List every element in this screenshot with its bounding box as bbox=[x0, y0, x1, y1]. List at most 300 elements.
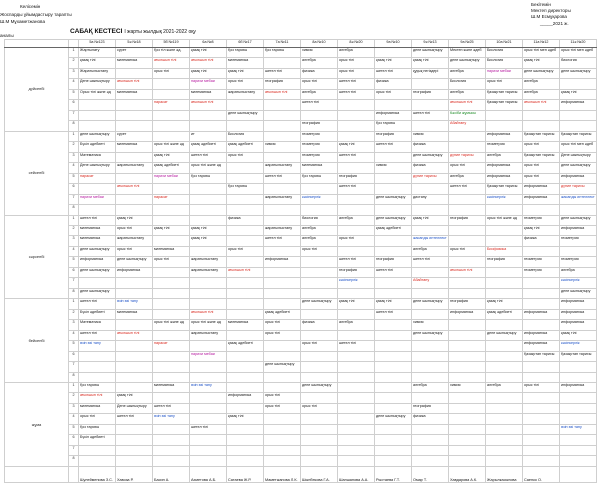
lesson-cell bbox=[412, 184, 449, 194]
lesson-cell bbox=[116, 341, 153, 351]
lesson-cell: ағылшын тілі bbox=[227, 267, 264, 277]
lesson-cell: дене шынықтыру bbox=[412, 299, 449, 309]
lesson-cell: алгебра bbox=[449, 89, 486, 99]
teacher-name: Ахметова А.Б. bbox=[190, 467, 227, 483]
lesson-cell: география bbox=[412, 403, 449, 413]
lesson-cell: ағылшын тілі bbox=[449, 100, 486, 110]
lesson-cell: құқық негіздері bbox=[412, 68, 449, 78]
lesson-cell: география bbox=[449, 215, 486, 225]
lesson-cell bbox=[338, 288, 375, 298]
lesson-cell bbox=[338, 424, 375, 434]
lesson-cell: қазақ тілі bbox=[116, 393, 153, 403]
schedule-body bbox=[5, 48, 597, 467]
lesson-cell: математика bbox=[79, 403, 116, 413]
lesson-cell bbox=[301, 435, 338, 445]
lesson-cell bbox=[449, 393, 486, 403]
lesson-cell: Кәсіби жұмысы bbox=[449, 110, 486, 120]
lesson-cell: Қазақстан тарихы bbox=[486, 100, 523, 110]
lesson-cell: Математика bbox=[79, 152, 116, 162]
lesson-cell bbox=[486, 362, 523, 372]
schedule-row bbox=[5, 58, 597, 68]
teacher-name: Шулейменова З.С. bbox=[79, 467, 116, 483]
lesson-cell bbox=[79, 205, 116, 215]
lesson-cell bbox=[560, 414, 597, 424]
schedule-row bbox=[5, 142, 597, 152]
column-header-9a: 9а №10 bbox=[375, 40, 412, 48]
lesson-cell bbox=[264, 278, 301, 288]
lesson-cell: ағылшын тілі bbox=[79, 393, 116, 403]
lesson-cell bbox=[375, 173, 412, 183]
lesson-cell: өзін өзі тану bbox=[190, 383, 227, 393]
lesson-cell bbox=[338, 414, 375, 424]
lesson-cell: қазақ тілі bbox=[190, 48, 227, 58]
lesson-cell: орыс тілі және әд bbox=[190, 163, 227, 173]
lesson-cell bbox=[375, 278, 412, 288]
schedule-row bbox=[5, 48, 597, 58]
lesson-cell: информатика bbox=[560, 100, 597, 110]
lesson-cell bbox=[560, 205, 597, 215]
lesson-cell bbox=[116, 435, 153, 445]
lesson-cell: ағылшын тілі bbox=[264, 89, 301, 99]
lesson-cell bbox=[338, 372, 375, 382]
lesson-cell: қазақ әдебиеті bbox=[227, 341, 264, 351]
lesson-cell bbox=[301, 110, 338, 120]
teacher-name bbox=[560, 467, 597, 483]
lesson-cell: қазақ тілі bbox=[375, 58, 412, 68]
column-header-8a: 8а №10 bbox=[301, 40, 338, 48]
lesson-cell bbox=[227, 424, 264, 434]
lesson-cell bbox=[227, 456, 264, 467]
lesson-cell: дене шынықтыру bbox=[375, 194, 412, 204]
lesson-cell: алгебра bbox=[338, 48, 375, 58]
lesson-cell: орыс тілі bbox=[523, 163, 560, 173]
lesson-cell: геометрия bbox=[486, 142, 523, 152]
lesson-cell bbox=[523, 362, 560, 372]
lesson-cell: орыс тілі bbox=[338, 236, 375, 246]
lesson-cell bbox=[190, 278, 227, 288]
schedule-row bbox=[5, 68, 597, 78]
header-left-line-1: Келісемін bbox=[20, 4, 41, 9]
schedule-row bbox=[5, 309, 597, 319]
lesson-number: 6 bbox=[69, 267, 79, 277]
lesson-cell: геометрия bbox=[301, 142, 338, 152]
teacher-name: Шаншанова А.А. bbox=[338, 467, 375, 483]
lesson-cell bbox=[449, 288, 486, 298]
lesson-cell: химия bbox=[412, 320, 449, 330]
lesson-cell bbox=[153, 435, 190, 445]
lesson-cell bbox=[153, 89, 190, 99]
lesson-cell: дене шынықтыру bbox=[79, 246, 116, 256]
lesson-cell bbox=[227, 445, 264, 455]
lesson-number: 4 bbox=[69, 246, 79, 256]
lesson-cell bbox=[153, 288, 190, 298]
lesson-number: 5 bbox=[69, 341, 79, 351]
lesson-cell: шетел тілі bbox=[153, 403, 190, 413]
lesson-cell bbox=[190, 299, 227, 309]
lesson-cell bbox=[375, 393, 412, 403]
title-text: САБАҚ КЕСТЕСІ bbox=[70, 28, 123, 35]
lesson-cell: Жартылату bbox=[79, 48, 116, 58]
lesson-number: 7 bbox=[69, 110, 79, 120]
lesson-cell: математика bbox=[116, 58, 153, 68]
lesson-cell bbox=[412, 351, 449, 361]
lesson-cell: физика bbox=[412, 163, 449, 173]
lesson-cell bbox=[227, 435, 264, 445]
schedule-table bbox=[4, 39, 597, 483]
teacher-row-spacer bbox=[69, 467, 79, 483]
lesson-cell: орыс тілі bbox=[264, 393, 301, 403]
lesson-cell: алгебра bbox=[412, 246, 449, 256]
lesson-cell bbox=[523, 372, 560, 382]
lesson-cell bbox=[153, 351, 190, 361]
lesson-cell bbox=[449, 142, 486, 152]
lesson-cell: дене шынықтыру bbox=[412, 152, 449, 162]
header-right-line-4: _____2021 ж. bbox=[540, 21, 569, 26]
lesson-cell bbox=[301, 205, 338, 215]
lesson-cell: орыс тілі және әд bbox=[153, 142, 190, 152]
lesson-cell: алгебра bbox=[486, 152, 523, 162]
lesson-cell bbox=[79, 100, 116, 110]
lesson-cell: шетел тілі bbox=[375, 142, 412, 152]
lesson-cell: информатика bbox=[523, 330, 560, 340]
lesson-cell: қазақ тілі bbox=[375, 299, 412, 309]
lesson-cell bbox=[227, 236, 264, 246]
schedule-row bbox=[5, 267, 597, 277]
schedule-row bbox=[5, 330, 597, 340]
lesson-cell bbox=[227, 288, 264, 298]
lesson-cell: алгебра bbox=[338, 215, 375, 225]
lesson-cell: дене шынықтыру bbox=[486, 330, 523, 340]
lesson-cell: дене шынықтыру bbox=[560, 288, 597, 298]
lesson-cell bbox=[338, 194, 375, 204]
lesson-cell bbox=[486, 424, 523, 434]
lesson-cell: қазақ тілі bbox=[412, 58, 449, 68]
lesson-cell bbox=[338, 456, 375, 467]
lesson-number: 2 bbox=[69, 142, 79, 152]
lesson-cell: дене шынықтыру bbox=[449, 58, 486, 68]
schedule-row bbox=[5, 445, 597, 455]
lesson-number: 3 bbox=[69, 152, 79, 162]
lesson-cell: Қазақстан тарихы bbox=[486, 184, 523, 194]
lesson-cell: шетел тілі bbox=[375, 309, 412, 319]
lesson-cell: орыс тілі bbox=[264, 330, 301, 340]
header-left-line-3: Ш.М Мұхаметжанова bbox=[0, 19, 45, 24]
lesson-cell: химия bbox=[264, 142, 301, 152]
lesson-cell: қазақ тілі bbox=[560, 89, 597, 99]
lesson-cell bbox=[153, 79, 190, 89]
lesson-cell: шетел тілі bbox=[449, 184, 486, 194]
column-header-11ae: 11ә №20 bbox=[560, 40, 597, 48]
lesson-cell: Қазақстан тарихы bbox=[486, 89, 523, 99]
lesson-cell bbox=[375, 288, 412, 298]
lesson-cell: ит bbox=[190, 131, 227, 141]
lesson-cell: география bbox=[486, 257, 523, 267]
schedule-row bbox=[5, 184, 597, 194]
lesson-cell bbox=[153, 205, 190, 215]
lesson-cell: шетел тілі bbox=[79, 215, 116, 225]
lesson-cell bbox=[375, 351, 412, 361]
lesson-cell: алгебра bbox=[301, 58, 338, 68]
lesson-cell: информатика bbox=[375, 110, 412, 120]
lesson-cell bbox=[116, 424, 153, 434]
lesson-cell bbox=[449, 445, 486, 455]
lesson-cell bbox=[153, 299, 190, 309]
lesson-cell: парасат bbox=[153, 194, 190, 204]
schedule-row bbox=[5, 79, 597, 89]
lesson-cell: география bbox=[338, 267, 375, 277]
lesson-cell: математика bbox=[190, 89, 227, 99]
lesson-cell bbox=[560, 435, 597, 445]
lesson-cell: қазақ тілі bbox=[153, 225, 190, 235]
schedule-row bbox=[5, 320, 597, 330]
lesson-cell bbox=[116, 372, 153, 382]
lesson-cell bbox=[116, 320, 153, 330]
lesson-number: 7 bbox=[69, 278, 79, 288]
lesson-cell: математика bbox=[227, 58, 264, 68]
lesson-cell bbox=[560, 456, 597, 467]
lesson-cell: география bbox=[375, 131, 412, 141]
lesson-cell: шетел тілі bbox=[338, 184, 375, 194]
lesson-cell: Қоз тарихы bbox=[264, 48, 301, 58]
lesson-cell bbox=[449, 278, 486, 288]
lesson-cell: информатика bbox=[486, 173, 523, 183]
schedule-row bbox=[5, 246, 597, 256]
lesson-number: 5 bbox=[69, 257, 79, 267]
lesson-cell bbox=[523, 278, 560, 288]
schedule-row bbox=[5, 205, 597, 215]
lesson-cell: орыс тілі bbox=[338, 58, 375, 68]
lesson-cell bbox=[486, 445, 523, 455]
lesson-cell: қазақ әдебиеті bbox=[375, 225, 412, 235]
lesson-cell: орыс тілі bbox=[523, 142, 560, 152]
lesson-cell: шетел тілі bbox=[338, 257, 375, 267]
lesson-cell bbox=[412, 435, 449, 445]
schedule-row bbox=[5, 121, 597, 131]
lesson-number: 5 bbox=[69, 89, 79, 99]
lesson-cell bbox=[486, 121, 523, 131]
lesson-cell bbox=[227, 173, 264, 183]
lesson-cell: дүние тарихы bbox=[560, 184, 597, 194]
lesson-cell: дене шынықтыру bbox=[227, 110, 264, 120]
lesson-cell bbox=[153, 215, 190, 225]
schedule-row bbox=[5, 225, 597, 235]
lesson-cell: шетел тілі bbox=[338, 79, 375, 89]
side-label: аналы bbox=[0, 33, 14, 38]
lesson-number: 4 bbox=[69, 79, 79, 89]
lesson-cell bbox=[338, 121, 375, 131]
lesson-cell: биология bbox=[560, 58, 597, 68]
lesson-cell bbox=[449, 205, 486, 215]
lesson-cell: Қоз тарихы bbox=[79, 383, 116, 393]
lesson-cell bbox=[227, 121, 264, 131]
lesson-cell: Биология bbox=[449, 79, 486, 89]
lesson-cell: Қоз тіл және әд. bbox=[153, 48, 190, 58]
lesson-cell bbox=[153, 278, 190, 288]
lesson-cell bbox=[560, 445, 597, 455]
lesson-cell: Қазақстан тарихы bbox=[560, 351, 597, 361]
lesson-cell bbox=[116, 383, 153, 393]
lesson-cell: нарихи мебаи bbox=[79, 194, 116, 204]
lesson-cell bbox=[153, 131, 190, 141]
lesson-cell: алгебра bbox=[301, 236, 338, 246]
lesson-cell bbox=[301, 445, 338, 455]
lesson-cell: қазақ тілі bbox=[190, 236, 227, 246]
lesson-cell: қазақ тілі bbox=[190, 225, 227, 235]
lesson-cell bbox=[79, 121, 116, 131]
lesson-cell bbox=[190, 184, 227, 194]
lesson-cell bbox=[375, 320, 412, 330]
schedule-row bbox=[5, 288, 597, 298]
schedule-row bbox=[5, 351, 597, 361]
schedule-row bbox=[5, 152, 597, 162]
lesson-cell bbox=[153, 456, 190, 467]
lesson-cell bbox=[338, 163, 375, 173]
lesson-cell bbox=[523, 246, 560, 256]
lesson-cell: орыс тілі мен әдеб bbox=[523, 48, 560, 58]
lesson-cell: алгебра bbox=[338, 320, 375, 330]
lesson-cell bbox=[560, 403, 597, 413]
lesson-cell bbox=[264, 152, 301, 162]
lesson-number: 8 bbox=[69, 121, 79, 131]
lesson-cell: Қоз тарихы bbox=[301, 173, 338, 183]
lesson-cell bbox=[264, 299, 301, 309]
lesson-cell: геометрия bbox=[301, 131, 338, 141]
lesson-cell bbox=[486, 372, 523, 382]
lesson-number: 6 bbox=[69, 100, 79, 110]
lesson-cell: шетел тілі bbox=[375, 267, 412, 277]
lesson-cell: орыс тілі bbox=[153, 68, 190, 78]
day-label: сәрсенбі bbox=[5, 215, 69, 299]
lesson-cell bbox=[264, 246, 301, 256]
lesson-cell: орыс тілі bbox=[227, 152, 264, 162]
lesson-cell: нарихи мебаи bbox=[486, 68, 523, 78]
day-label: дүйсенбі bbox=[5, 48, 69, 132]
lesson-cell: жаратылыстану bbox=[116, 163, 153, 173]
lesson-number: 6 bbox=[69, 435, 79, 445]
lesson-cell bbox=[79, 456, 116, 467]
lesson-cell bbox=[227, 257, 264, 267]
lesson-cell: математика bbox=[79, 225, 116, 235]
lesson-cell bbox=[190, 435, 227, 445]
lesson-cell: шетел тілі bbox=[338, 89, 375, 99]
lesson-cell: Биология bbox=[486, 58, 523, 68]
lesson-cell bbox=[153, 362, 190, 372]
day-label: жұма bbox=[5, 383, 69, 467]
lesson-cell bbox=[190, 205, 227, 215]
lesson-cell bbox=[412, 79, 449, 89]
lesson-cell: орыс тілі bbox=[338, 68, 375, 78]
lesson-cell: парасат bbox=[153, 100, 190, 110]
lesson-cell bbox=[523, 456, 560, 467]
lesson-cell: нарихи мебаи bbox=[153, 173, 190, 183]
lesson-cell: орыс тілі bbox=[449, 163, 486, 173]
lesson-cell bbox=[412, 424, 449, 434]
schedule-row bbox=[5, 89, 597, 99]
lesson-cell bbox=[338, 309, 375, 319]
lesson-cell: шетел тілі bbox=[338, 341, 375, 351]
lesson-cell: алгебра bbox=[486, 383, 523, 393]
lesson-cell: геометрия bbox=[301, 152, 338, 162]
schedule-row bbox=[5, 424, 597, 434]
lesson-cell: орыс тілі bbox=[227, 79, 264, 89]
lesson-cell bbox=[449, 320, 486, 330]
lesson-cell bbox=[264, 383, 301, 393]
lesson-cell: қазақ тілі bbox=[560, 330, 597, 340]
lesson-cell bbox=[375, 403, 412, 413]
lesson-cell: қазақ тілі bbox=[486, 299, 523, 309]
lesson-cell bbox=[264, 372, 301, 382]
lesson-number: 3 bbox=[69, 403, 79, 413]
lesson-cell: алгебра bbox=[412, 383, 449, 393]
lesson-cell bbox=[560, 362, 597, 372]
lesson-cell: жаратылыстану bbox=[264, 163, 301, 173]
lesson-cell: Биология bbox=[486, 48, 523, 58]
lesson-cell: информатика bbox=[560, 225, 597, 235]
lesson-cell bbox=[227, 205, 264, 215]
teacher-name: Жарылкасынова bbox=[486, 467, 523, 483]
header-right-line-1: Бекітемін bbox=[531, 2, 551, 7]
lesson-cell bbox=[523, 424, 560, 434]
lesson-cell bbox=[338, 362, 375, 372]
lesson-cell bbox=[190, 194, 227, 204]
lesson-cell: физика bbox=[412, 414, 449, 424]
lesson-cell bbox=[264, 351, 301, 361]
lesson-cell: Қазақстан тарихы bbox=[560, 131, 597, 141]
teacher-name: Шынбекова Г.А. bbox=[301, 467, 338, 483]
lesson-cell bbox=[486, 205, 523, 215]
lesson-cell: ағылшын тілі bbox=[153, 58, 190, 68]
lesson-cell bbox=[412, 393, 449, 403]
lesson-cell bbox=[227, 299, 264, 309]
lesson-cell bbox=[449, 403, 486, 413]
lesson-cell bbox=[412, 205, 449, 215]
lesson-cell: математика bbox=[116, 89, 153, 99]
lesson-cell bbox=[301, 372, 338, 382]
lesson-cell: өзін өзі тану bbox=[79, 341, 116, 351]
lesson-number: 1 bbox=[69, 299, 79, 309]
lesson-cell: география bbox=[449, 299, 486, 309]
lesson-cell bbox=[301, 330, 338, 340]
lesson-number: 3 bbox=[69, 236, 79, 246]
header-left-line-2: Жоспарды ұйымдастыру тарапты bbox=[0, 12, 72, 17]
lesson-cell bbox=[79, 362, 116, 372]
lesson-cell: география bbox=[301, 121, 338, 131]
lesson-cell: қазақ тілі bbox=[153, 152, 190, 162]
teacher-name: Хавдарова А.К. bbox=[449, 467, 486, 483]
lesson-cell bbox=[412, 100, 449, 110]
lesson-number: 7 bbox=[69, 362, 79, 372]
lesson-cell: Орыс тілі және әд bbox=[79, 89, 116, 99]
lesson-cell bbox=[264, 110, 301, 120]
lesson-cell: орыс тілі bbox=[79, 414, 116, 424]
lesson-cell: қазақ тілі bbox=[523, 58, 560, 68]
lesson-cell bbox=[301, 414, 338, 424]
lesson-cell bbox=[227, 351, 264, 361]
lesson-cell bbox=[301, 393, 338, 403]
lesson-cell bbox=[486, 341, 523, 351]
lesson-cell bbox=[338, 246, 375, 256]
lesson-number: 6 bbox=[69, 184, 79, 194]
lesson-cell: Қазақстан тарихы bbox=[523, 152, 560, 162]
lesson-cell: шетел тілі bbox=[301, 100, 338, 110]
lesson-cell: дене шынықтыру bbox=[412, 48, 449, 58]
lesson-cell: геометрия bbox=[560, 236, 597, 246]
lesson-cell: орыс тілі bbox=[264, 320, 301, 330]
lesson-cell bbox=[116, 100, 153, 110]
lesson-cell: Биология bbox=[227, 131, 264, 141]
lesson-number: 5 bbox=[69, 173, 79, 183]
lesson-cell bbox=[338, 351, 375, 361]
